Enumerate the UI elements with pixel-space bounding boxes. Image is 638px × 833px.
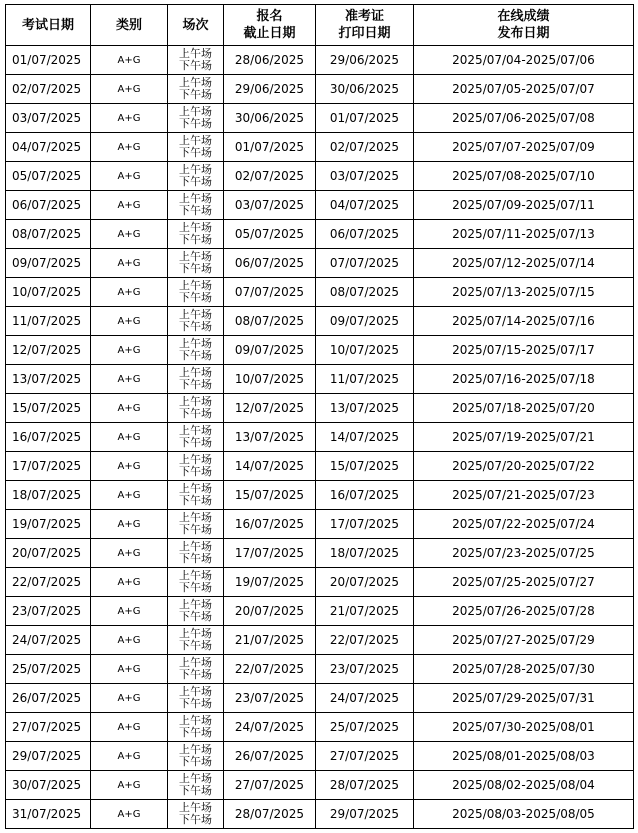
exam-date-cell: 10/07/2025 (6, 278, 91, 307)
admission-print-date-cell: 06/07/2025 (316, 220, 414, 249)
session-cell (168, 423, 224, 452)
category-cell: A+G (91, 220, 168, 249)
session-label: 下午场 (179, 465, 212, 478)
registration-deadline-cell: 21/07/2025 (224, 626, 316, 655)
table-row (6, 220, 634, 249)
table-row (6, 104, 634, 133)
session-cell (168, 597, 224, 626)
table-row (6, 597, 634, 626)
session-cell (168, 278, 224, 307)
results-release-cell: 2025/07/29-2025/07/31 (414, 684, 634, 713)
session-label: 上午场 (179, 569, 212, 582)
session-label: 上午场 (179, 424, 212, 437)
category-cell: A+G (91, 597, 168, 626)
admission-print-date-cell: 14/07/2025 (316, 423, 414, 452)
header-category (91, 5, 168, 46)
results-release-cell: 2025/07/15-2025/07/17 (414, 336, 634, 365)
admission-print-date-cell: 24/07/2025 (316, 684, 414, 713)
category-cell: A+G (91, 800, 168, 829)
category-cell: A+G (91, 655, 168, 684)
category-cell: A+G (91, 162, 168, 191)
session-label: 下午场 (179, 436, 212, 449)
session-label: 下午场 (179, 291, 212, 304)
session-label: 下午场 (179, 117, 212, 130)
exam-date-cell: 12/07/2025 (6, 336, 91, 365)
registration-deadline-cell: 03/07/2025 (224, 191, 316, 220)
session-cell (168, 220, 224, 249)
header-line: 准考证 (344, 9, 384, 24)
session-label: 下午场 (179, 813, 212, 826)
session-label: 上午场 (179, 598, 212, 611)
category-cell: A+G (91, 713, 168, 742)
results-release-cell: 2025/07/14-2025/07/16 (414, 307, 634, 336)
results-release-cell: 2025/07/26-2025/07/28 (414, 597, 634, 626)
results-release-cell: 2025/07/23-2025/07/25 (414, 539, 634, 568)
registration-deadline-cell: 14/07/2025 (224, 452, 316, 481)
session-cell (168, 481, 224, 510)
session-label: 上午场 (179, 76, 212, 89)
session-label: 下午场 (179, 262, 212, 275)
results-release-cell: 2025/07/28-2025/07/30 (414, 655, 634, 684)
exam-date-cell: 08/07/2025 (6, 220, 91, 249)
session-label: 下午场 (179, 668, 212, 681)
category-cell: A+G (91, 684, 168, 713)
admission-print-date-cell: 17/07/2025 (316, 510, 414, 539)
results-release-cell: 2025/07/22-2025/07/24 (414, 510, 634, 539)
session-label: 下午场 (179, 726, 212, 739)
admission-print-date-cell: 02/07/2025 (316, 133, 414, 162)
registration-deadline-cell: 05/07/2025 (224, 220, 316, 249)
header-line: 打印日期 (338, 26, 391, 41)
session-cell (168, 771, 224, 800)
results-release-cell: 2025/07/09-2025/07/11 (414, 191, 634, 220)
registration-deadline-cell: 07/07/2025 (224, 278, 316, 307)
session-label: 上午场 (179, 714, 212, 727)
admission-print-date-cell: 28/07/2025 (316, 771, 414, 800)
exam-date-cell: 31/07/2025 (6, 800, 91, 829)
exam-date-cell: 17/07/2025 (6, 452, 91, 481)
session-label: 上午场 (179, 540, 212, 553)
exam-date-cell: 18/07/2025 (6, 481, 91, 510)
admission-print-date-cell: 30/06/2025 (316, 75, 414, 104)
session-label: 下午场 (179, 407, 212, 420)
exam-date-cell: 09/07/2025 (6, 249, 91, 278)
header-line: 考试日期 (21, 17, 74, 33)
table-row (6, 684, 634, 713)
registration-deadline-cell: 28/07/2025 (224, 800, 316, 829)
session-label: 上午场 (179, 656, 212, 669)
results-release-cell: 2025/07/20-2025/07/22 (414, 452, 634, 481)
session-label: 上午场 (179, 453, 212, 466)
results-release-cell: 2025/07/30-2025/08/01 (414, 713, 634, 742)
exam-date-cell: 25/07/2025 (6, 655, 91, 684)
results-release-cell: 2025/07/08-2025/07/10 (414, 162, 634, 191)
results-release-cell: 2025/07/11-2025/07/13 (414, 220, 634, 249)
admission-print-date-cell: 07/07/2025 (316, 249, 414, 278)
session-label: 上午场 (179, 337, 212, 350)
registration-deadline-cell: 09/07/2025 (224, 336, 316, 365)
results-release-cell: 2025/07/04-2025/07/06 (414, 46, 634, 75)
category-cell: A+G (91, 191, 168, 220)
admission-print-date-cell: 11/07/2025 (316, 365, 414, 394)
registration-deadline-cell: 23/07/2025 (224, 684, 316, 713)
session-label: 下午场 (179, 784, 212, 797)
results-release-cell: 2025/07/13-2025/07/15 (414, 278, 634, 307)
header-line: 场次 (182, 17, 209, 33)
results-release-cell: 2025/07/25-2025/07/27 (414, 568, 634, 597)
admission-print-date-cell: 29/06/2025 (316, 46, 414, 75)
admission-print-date-cell: 23/07/2025 (316, 655, 414, 684)
table-row (6, 510, 634, 539)
registration-deadline-cell: 27/07/2025 (224, 771, 316, 800)
exam-date-cell: 06/07/2025 (6, 191, 91, 220)
category-cell: A+G (91, 626, 168, 655)
session-cell (168, 539, 224, 568)
table-row (6, 191, 634, 220)
results-release-cell: 2025/08/03-2025/08/05 (414, 800, 634, 829)
exam-date-cell: 03/07/2025 (6, 104, 91, 133)
session-cell (168, 249, 224, 278)
registration-deadline-cell: 02/07/2025 (224, 162, 316, 191)
results-release-cell: 2025/07/19-2025/07/21 (414, 423, 634, 452)
table-row (6, 539, 634, 568)
category-cell: A+G (91, 568, 168, 597)
session-label: 下午场 (179, 88, 212, 101)
category-cell: A+G (91, 307, 168, 336)
session-label: 下午场 (179, 349, 212, 362)
exam-date-cell: 23/07/2025 (6, 597, 91, 626)
category-cell: A+G (91, 249, 168, 278)
category-cell: A+G (91, 365, 168, 394)
exam-date-cell: 16/07/2025 (6, 423, 91, 452)
session-label: 上午场 (179, 221, 212, 234)
session-label: 下午场 (179, 523, 212, 536)
results-release-cell: 2025/07/27-2025/07/29 (414, 626, 634, 655)
table-row (6, 365, 634, 394)
registration-deadline-cell: 19/07/2025 (224, 568, 316, 597)
table-row (6, 626, 634, 655)
results-release-cell: 2025/08/02-2025/08/04 (414, 771, 634, 800)
admission-print-date-cell: 21/07/2025 (316, 597, 414, 626)
registration-deadline-cell: 26/07/2025 (224, 742, 316, 771)
admission-print-date-cell: 27/07/2025 (316, 742, 414, 771)
admission-print-date-cell: 20/07/2025 (316, 568, 414, 597)
session-label: 下午场 (179, 494, 212, 507)
results-release-cell: 2025/07/16-2025/07/18 (414, 365, 634, 394)
admission-print-date-cell: 13/07/2025 (316, 394, 414, 423)
registration-deadline-cell: 22/07/2025 (224, 655, 316, 684)
results-release-cell: 2025/07/06-2025/07/08 (414, 104, 634, 133)
table-row (6, 394, 634, 423)
exam-date-cell: 29/07/2025 (6, 742, 91, 771)
table-row (6, 336, 634, 365)
admission-print-date-cell: 25/07/2025 (316, 713, 414, 742)
admission-print-date-cell: 10/07/2025 (316, 336, 414, 365)
session-cell (168, 510, 224, 539)
registration-deadline-cell: 28/06/2025 (224, 46, 316, 75)
header-exam-date (6, 5, 91, 46)
session-label: 下午场 (179, 59, 212, 72)
results-release-cell: 2025/07/05-2025/07/07 (414, 75, 634, 104)
admission-print-date-cell: 29/07/2025 (316, 800, 414, 829)
session-label: 上午场 (179, 47, 212, 60)
session-cell (168, 742, 224, 771)
session-cell (168, 336, 224, 365)
session-label: 上午场 (179, 743, 212, 756)
session-label: 下午场 (179, 175, 212, 188)
table-header (6, 5, 634, 46)
session-label: 下午场 (179, 755, 212, 768)
session-label: 下午场 (179, 639, 212, 652)
table-row (6, 423, 634, 452)
session-cell (168, 191, 224, 220)
admission-print-date-cell: 08/07/2025 (316, 278, 414, 307)
table-row (6, 278, 634, 307)
header-line: 报名 (256, 9, 283, 24)
exam-date-cell: 11/07/2025 (6, 307, 91, 336)
registration-deadline-cell: 30/06/2025 (224, 104, 316, 133)
session-label: 上午场 (179, 250, 212, 263)
session-label: 下午场 (179, 233, 212, 246)
session-label: 上午场 (179, 134, 212, 147)
session-label: 上午场 (179, 685, 212, 698)
header-admission-ticket-print-date (316, 5, 414, 46)
admission-print-date-cell: 03/07/2025 (316, 162, 414, 191)
session-label: 上午场 (179, 308, 212, 321)
header-line: 截止日期 (243, 26, 296, 41)
session-cell (168, 46, 224, 75)
results-release-cell: 2025/07/21-2025/07/23 (414, 481, 634, 510)
category-cell: A+G (91, 133, 168, 162)
header-line: 类别 (115, 17, 142, 33)
session-label: 上午场 (179, 192, 212, 205)
session-label: 下午场 (179, 552, 212, 565)
registration-deadline-cell: 06/07/2025 (224, 249, 316, 278)
session-label: 下午场 (179, 146, 212, 159)
registration-deadline-cell: 24/07/2025 (224, 713, 316, 742)
session-cell (168, 104, 224, 133)
session-cell (168, 568, 224, 597)
table-row (6, 307, 634, 336)
exam-schedule-table (5, 4, 634, 829)
table-row (6, 75, 634, 104)
registration-deadline-cell: 17/07/2025 (224, 539, 316, 568)
session-label: 下午场 (179, 378, 212, 391)
session-label: 上午场 (179, 395, 212, 408)
results-release-cell: 2025/07/18-2025/07/20 (414, 394, 634, 423)
registration-deadline-cell: 15/07/2025 (224, 481, 316, 510)
session-cell (168, 75, 224, 104)
table-row (6, 713, 634, 742)
header-results-release-date (414, 5, 634, 46)
category-cell: A+G (91, 336, 168, 365)
session-label: 上午场 (179, 482, 212, 495)
exam-date-cell: 04/07/2025 (6, 133, 91, 162)
table-row (6, 46, 634, 75)
session-cell (168, 307, 224, 336)
exam-date-cell: 30/07/2025 (6, 771, 91, 800)
category-cell: A+G (91, 452, 168, 481)
exam-date-cell: 01/07/2025 (6, 46, 91, 75)
session-label: 上午场 (179, 627, 212, 640)
table-row (6, 655, 634, 684)
session-label: 上午场 (179, 105, 212, 118)
table-row (6, 800, 634, 829)
session-label: 上午场 (179, 279, 212, 292)
admission-print-date-cell: 18/07/2025 (316, 539, 414, 568)
exam-date-cell: 05/07/2025 (6, 162, 91, 191)
exam-date-cell: 15/07/2025 (6, 394, 91, 423)
category-cell: A+G (91, 771, 168, 800)
registration-deadline-cell: 08/07/2025 (224, 307, 316, 336)
category-cell: A+G (91, 394, 168, 423)
header-registration-deadline (224, 5, 316, 46)
table-row (6, 452, 634, 481)
session-label: 上午场 (179, 163, 212, 176)
table-row (6, 162, 634, 191)
registration-deadline-cell: 01/07/2025 (224, 133, 316, 162)
session-cell (168, 133, 224, 162)
session-cell (168, 365, 224, 394)
exam-date-cell: 27/07/2025 (6, 713, 91, 742)
table-body (6, 46, 634, 829)
registration-deadline-cell: 12/07/2025 (224, 394, 316, 423)
session-cell (168, 452, 224, 481)
table-row (6, 568, 634, 597)
session-cell (168, 394, 224, 423)
admission-print-date-cell: 09/07/2025 (316, 307, 414, 336)
category-cell: A+G (91, 423, 168, 452)
exam-date-cell: 24/07/2025 (6, 626, 91, 655)
admission-print-date-cell: 16/07/2025 (316, 481, 414, 510)
registration-deadline-cell: 10/07/2025 (224, 365, 316, 394)
admission-print-date-cell: 01/07/2025 (316, 104, 414, 133)
session-label: 上午场 (179, 772, 212, 785)
registration-deadline-cell: 29/06/2025 (224, 75, 316, 104)
admission-print-date-cell: 22/07/2025 (316, 626, 414, 655)
results-release-cell: 2025/07/12-2025/07/14 (414, 249, 634, 278)
session-cell (168, 800, 224, 829)
exam-date-cell: 26/07/2025 (6, 684, 91, 713)
session-cell (168, 655, 224, 684)
session-label: 下午场 (179, 320, 212, 333)
session-label: 下午场 (179, 610, 212, 623)
exam-date-cell: 20/07/2025 (6, 539, 91, 568)
exam-date-cell: 22/07/2025 (6, 568, 91, 597)
table-row (6, 133, 634, 162)
category-cell: A+G (91, 104, 168, 133)
table-row (6, 481, 634, 510)
session-label: 下午场 (179, 581, 212, 594)
category-cell: A+G (91, 278, 168, 307)
table-row (6, 771, 634, 800)
header-line: 发布日期 (497, 26, 550, 41)
session-label: 下午场 (179, 204, 212, 217)
session-label: 上午场 (179, 801, 212, 814)
session-label: 上午场 (179, 511, 212, 524)
session-cell (168, 684, 224, 713)
session-label: 上午场 (179, 366, 212, 379)
registration-deadline-cell: 13/07/2025 (224, 423, 316, 452)
session-cell (168, 713, 224, 742)
exam-date-cell: 13/07/2025 (6, 365, 91, 394)
category-cell: A+G (91, 481, 168, 510)
table-row (6, 742, 634, 771)
header-row (6, 5, 634, 46)
header-line: 在线成绩 (497, 9, 550, 24)
category-cell: A+G (91, 539, 168, 568)
session-label: 下午场 (179, 697, 212, 710)
admission-print-date-cell: 04/07/2025 (316, 191, 414, 220)
registration-deadline-cell: 16/07/2025 (224, 510, 316, 539)
category-cell: A+G (91, 742, 168, 771)
header-session (168, 5, 224, 46)
table-row (6, 249, 634, 278)
category-cell: A+G (91, 75, 168, 104)
session-cell (168, 162, 224, 191)
results-release-cell: 2025/08/01-2025/08/03 (414, 742, 634, 771)
category-cell: A+G (91, 46, 168, 75)
exam-date-cell: 19/07/2025 (6, 510, 91, 539)
exam-date-cell: 02/07/2025 (6, 75, 91, 104)
results-release-cell: 2025/07/07-2025/07/09 (414, 133, 634, 162)
registration-deadline-cell: 20/07/2025 (224, 597, 316, 626)
session-cell (168, 626, 224, 655)
category-cell: A+G (91, 510, 168, 539)
admission-print-date-cell: 15/07/2025 (316, 452, 414, 481)
